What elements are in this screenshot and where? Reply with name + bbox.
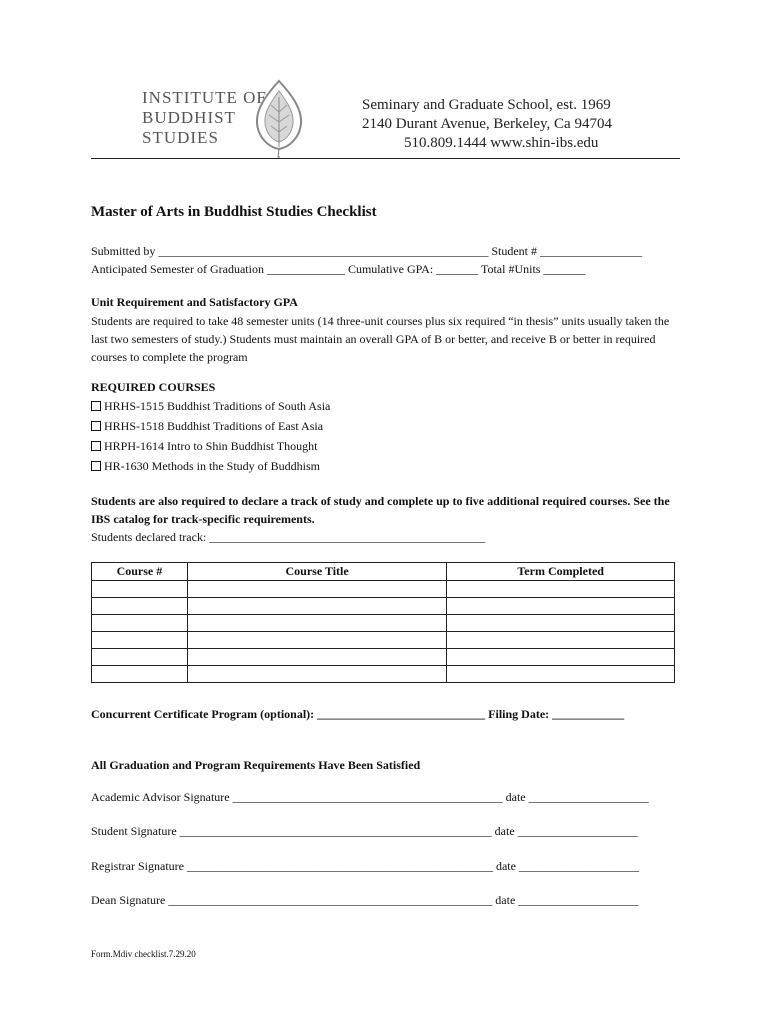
table-cell[interactable]: [187, 666, 447, 683]
table-cell[interactable]: [447, 632, 675, 649]
track-requirement-text: Students are also required to declare a track of study and complete up to five additional required courses. See the IBS catalog for track-specific requirements.: [91, 494, 670, 526]
course-label: HR-1630 Methods in the Study of Buddhism: [104, 459, 321, 473]
logo-line-3: STUDIES: [142, 128, 219, 147]
table-cell[interactable]: [92, 649, 188, 666]
required-courses-heading: REQUIRED COURSES: [91, 380, 216, 394]
course-label: HRPH-1614 Intro to Shin Buddhist Thought: [104, 439, 318, 453]
course-label: HRHS-1518 Buddhist Traditions of East Asia: [104, 419, 324, 433]
table-cell[interactable]: [187, 615, 447, 632]
dean-signature-field[interactable]: Dean Signature ______________________________________________________ date ____________________: [91, 893, 639, 907]
table-row: [92, 649, 675, 666]
table-cell[interactable]: [92, 581, 188, 598]
table-row: [92, 632, 675, 649]
table-cell[interactable]: [187, 598, 447, 615]
academic-advisor-signature-field[interactable]: Academic Advisor Signature _____________________________________________ date ____________________: [91, 790, 649, 804]
institute-logo-text: [142, 88, 267, 148]
concurrent-certificate-field[interactable]: Concurrent Certificate Program (optional): ____________________________ Filing Date: ____________: [91, 707, 625, 721]
bodhi-leaf-icon: [254, 77, 304, 166]
table-cell[interactable]: [187, 581, 447, 598]
page-title: Master of Arts in Buddhist Studies Checklist: [91, 204, 377, 220]
header-divider: [91, 158, 680, 159]
anticipated-semester-field[interactable]: Anticipated Semester of Graduation _____________ Cumulative GPA: _______ Total #Units _______: [91, 262, 586, 276]
table-cell[interactable]: [92, 615, 188, 632]
table-header-row: [92, 563, 675, 581]
submitted-by-field[interactable]: Submitted by _______________________________________________________ Student # _________________: [91, 244, 643, 258]
school-contact: 510.809.1444 www.shin-ibs.edu: [404, 135, 599, 151]
requirements-satisfied-heading: All Graduation and Program Requirements Have Been Satisfied: [91, 758, 421, 772]
course-checkbox[interactable]: [91, 461, 101, 471]
required-course-item[interactable]: [91, 419, 323, 434]
school-tagline: Seminary and Graduate School, est. 1969: [362, 97, 611, 113]
col-term-completed: Term Completed: [447, 563, 675, 581]
course-checkbox[interactable]: [91, 441, 101, 451]
table-cell[interactable]: [447, 666, 675, 683]
required-course-item[interactable]: [91, 439, 317, 454]
table-cell[interactable]: [447, 581, 675, 598]
table-row: [92, 598, 675, 615]
table-cell[interactable]: [92, 598, 188, 615]
table-row: [92, 615, 675, 632]
table-cell[interactable]: [92, 666, 188, 683]
school-address: 2140 Durant Avenue, Berkeley, Ca 94704: [362, 116, 612, 132]
course-checkbox[interactable]: [91, 421, 101, 431]
logo-line-1: INSTITUTE OF: [142, 88, 267, 107]
declared-track-field[interactable]: Students declared track: ______________________________________________: [91, 530, 486, 544]
table-cell[interactable]: [187, 649, 447, 666]
required-course-item[interactable]: [91, 399, 330, 414]
table-cell[interactable]: [447, 649, 675, 666]
table-cell[interactable]: [447, 615, 675, 632]
course-table: [91, 562, 675, 683]
table-cell[interactable]: [187, 632, 447, 649]
logo-line-2: BUDDHIST: [142, 108, 236, 127]
table-row: [92, 581, 675, 598]
col-course-number: Course #: [92, 563, 188, 581]
form-footer: Form.Mdiv checklist.7.29.20: [91, 949, 196, 959]
course-label: HRHS-1515 Buddhist Traditions of South Asia: [104, 399, 331, 413]
col-course-title: Course Title: [187, 563, 447, 581]
course-checkbox[interactable]: [91, 401, 101, 411]
table-cell[interactable]: [447, 598, 675, 615]
unit-requirement-heading: Unit Requirement and Satisfactory GPA: [91, 295, 298, 309]
table-cell[interactable]: [92, 632, 188, 649]
registrar-signature-field[interactable]: Registrar Signature ___________________________________________________ date ____________________: [91, 859, 639, 873]
student-signature-field[interactable]: Student Signature ____________________________________________________ date ____________________: [91, 824, 638, 838]
unit-requirement-text: Students are required to take 48 semester units (14 three-unit courses plus six required “in thesis” units usually taken the last two semesters of study.) Students must maintain an overall GPA of B or better, and receive B or better in required courses to complete the program: [91, 314, 670, 364]
school-address-block: [362, 96, 612, 153]
table-row: [92, 666, 675, 683]
required-course-item[interactable]: [91, 459, 320, 474]
